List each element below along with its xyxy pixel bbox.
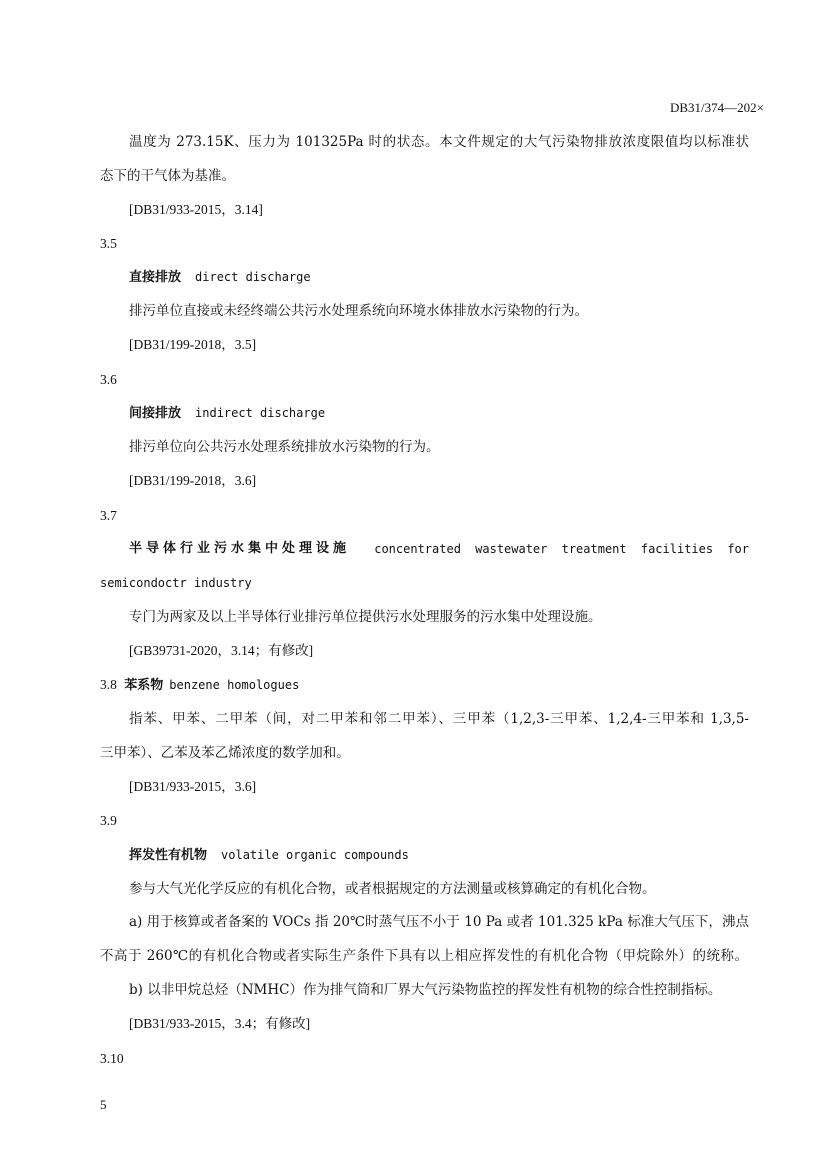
term-definition: 专门为两家及以上半导体行业排污单位提供污水处理服务的污水集中处理设施。 (129, 609, 602, 625)
term-english: direct discharge (195, 270, 311, 284)
term-entry (100, 675, 299, 696)
clause-number: 3.8 (100, 677, 117, 692)
term-definition: 指苯、甲苯、二甲苯（间，对二甲苯和邻二甲苯）、三甲苯（1,2,3-三甲苯、1,2,4-三甲苯和 1,3,5- (129, 711, 749, 727)
list-item-a: a) 用于核算或者备案的 VOCs 指 20℃时蒸气压不小于 10 Pa 或者 101.325 kPa 标准大气压下，沸点 (129, 914, 749, 930)
term-english: semicondoctr industry (100, 576, 252, 590)
term-english-continued (100, 573, 252, 593)
term-definition-continued: 三甲苯）、乙苯及苯乙烯浓度的数学加和。 (100, 745, 350, 761)
term-definition: 排污单位直接或未经终端公共污水处理系统向环境水体排放水污染物的行为。 (129, 303, 588, 319)
term-definition: 参与大气光化学反应的有机化合物，或者根据规定的方法测量或核算确定的有机化合物。 (129, 881, 656, 897)
term-chinese: 苯系物 (124, 678, 164, 693)
term-entry (129, 403, 325, 424)
term-english: concentrated wastewater treatment facilities for (374, 542, 749, 556)
reference-citation: [DB31/199-2018，3.6] (129, 473, 257, 488)
page-number: 5 (100, 1097, 107, 1112)
term-english: volatile organic compounds (221, 848, 409, 862)
clause-number: 3.7 (100, 508, 117, 523)
reference-citation: [DB31/933-2015，3.6] (129, 779, 257, 794)
clause-number: 3.10 (100, 1051, 124, 1066)
term-chinese: 半导体行业污水集中处理设施 (129, 541, 351, 556)
paragraph-line: 温度为 273.15K、压力为 101325Pa 时的状态。本文件规定的大气污染物排放浓度限值均以标准状 (129, 134, 749, 150)
document-number-header: DB31/374—202× (669, 100, 764, 115)
list-item-a-continued: 不高于 260℃的有机化合物或者实际生产条件下具有以上相应挥发性的有机化合物（甲烷除外）的统称。 (100, 948, 748, 964)
reference-citation: [DB31/933-2015，3.14] (129, 202, 263, 217)
term-definition: 排污单位向公共污水处理系统排放水污染物的行为。 (129, 439, 440, 455)
term-english: indirect discharge (195, 406, 326, 420)
term-english: benzene homologues (169, 678, 300, 692)
term-entry (129, 845, 409, 866)
term-entry (129, 267, 311, 288)
reference-citation: [GB39731-2020，3.14；有修改] (129, 643, 314, 658)
term-chinese: 直接排放 (129, 270, 182, 285)
clause-number: 3.6 (100, 372, 117, 387)
clause-number: 3.9 (100, 813, 117, 828)
paragraph-line: 态下的干气体为基准。 (100, 168, 235, 184)
term-entry (129, 539, 749, 559)
term-chinese: 间接排放 (129, 406, 182, 421)
reference-citation: [DB31/933-2015，3.4；有修改] (129, 1016, 311, 1031)
list-item-b: b) 以非甲烷总烃（NMHC）作为排气筒和厂界大气污染物监控的挥发性有机物的综合性控制指标。 (129, 982, 722, 998)
term-chinese: 挥发性有机物 (129, 848, 208, 863)
reference-citation: [DB31/199-2018，3.5] (129, 337, 257, 352)
clause-number: 3.5 (100, 236, 117, 251)
